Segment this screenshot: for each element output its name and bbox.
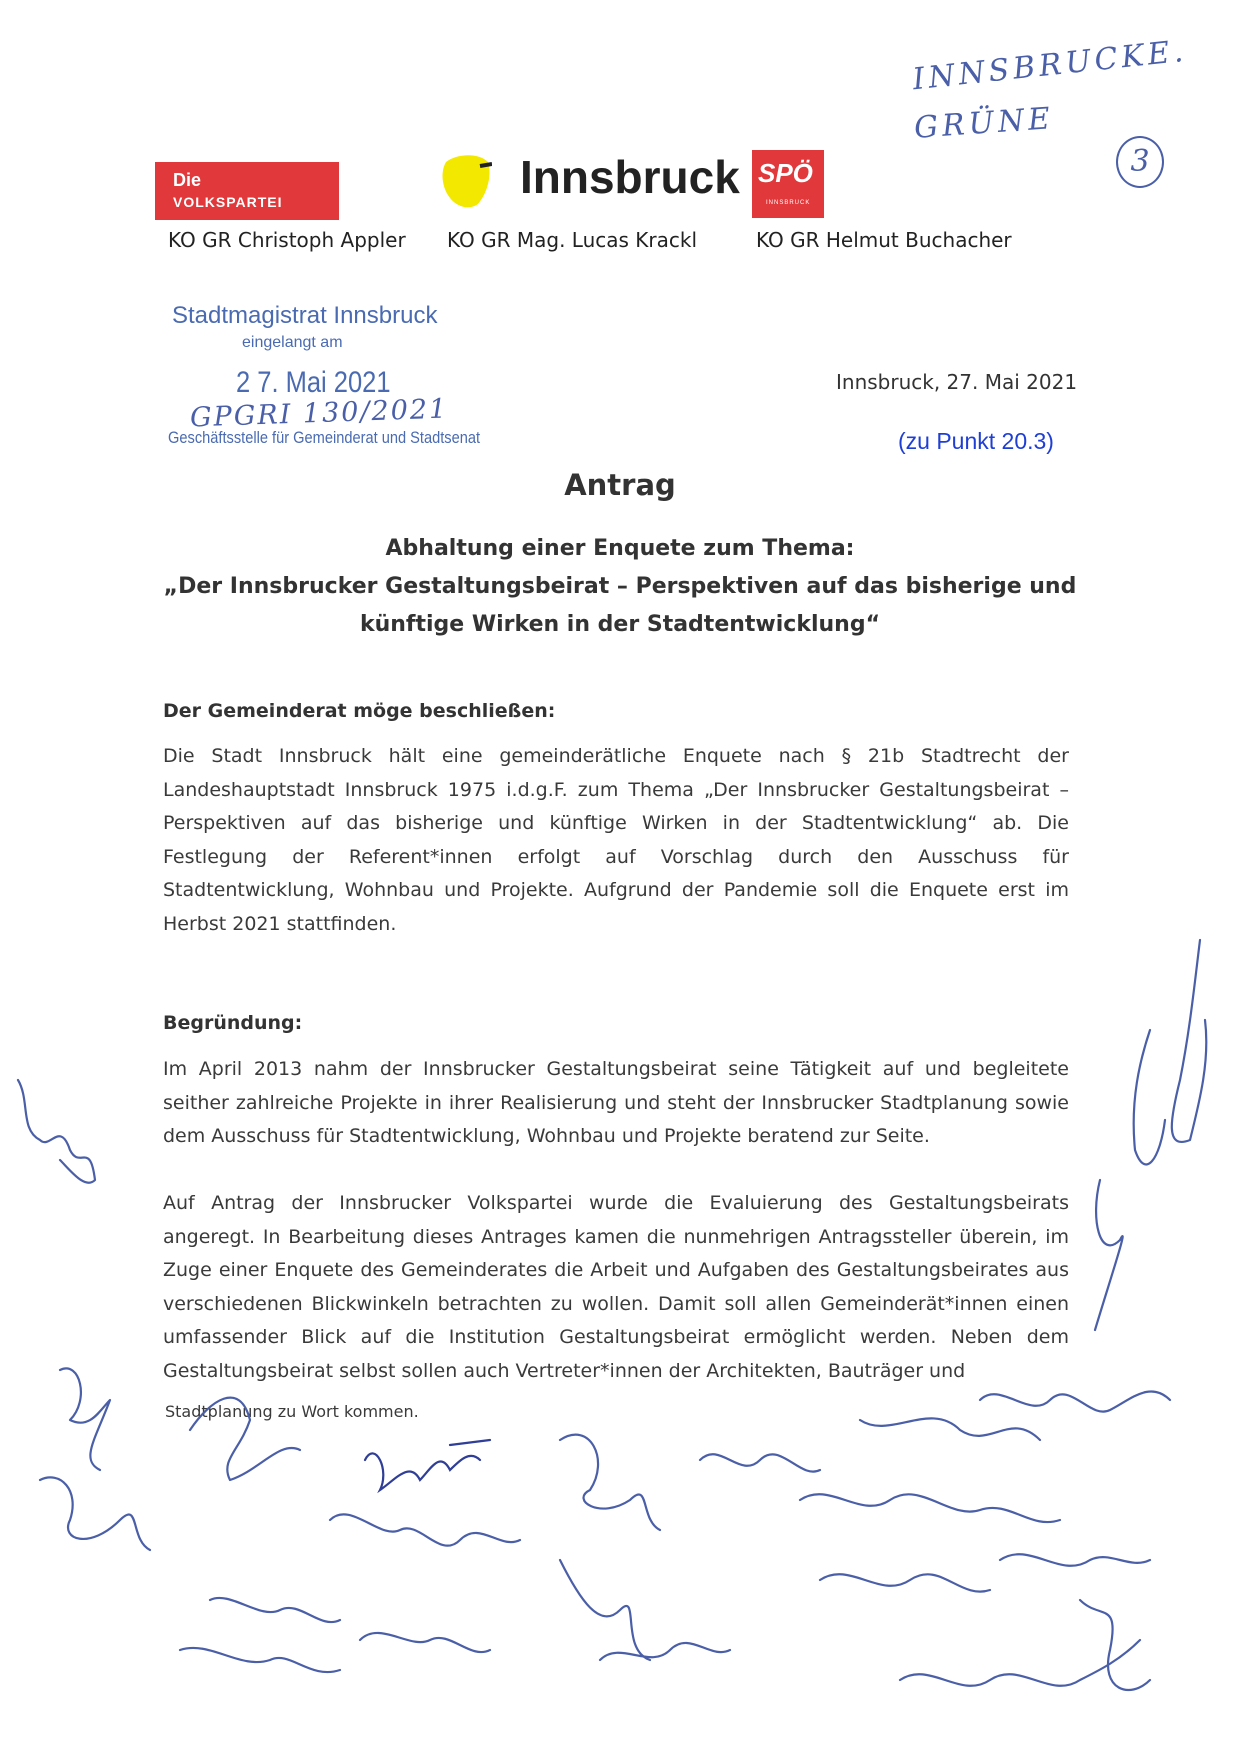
signature-right-2	[800, 1494, 1060, 1522]
annotation-circle	[1116, 136, 1164, 188]
signature-right-7	[900, 1640, 1140, 1686]
handwritten-annotation	[900, 33, 1200, 188]
stamp-department: Geschäftsstelle für Gemeinderat und Stadtsenat	[168, 428, 481, 447]
signature-appler	[365, 1440, 490, 1490]
resolution-heading: Der Gemeinderat möge beschließen:	[163, 700, 556, 722]
signature-right-6	[1000, 1554, 1150, 1566]
signature-center-3	[330, 1514, 520, 1545]
justification-paragraph-2: Auf Antrag der Innsbrucker Volkspartei wurde die Evaluierung des Gestaltungsbeirats angeregt. In Bearbeitung dieses Antrages kamen die nunmehrigen Antragssteller überein, im Zuge einer Enquete des Gemeinderates die Arbeit und Aufgaben des Gestaltungsbeirates aus verschiedenen Blickwinkeln betrachten zu wollen. Damit soll allen Gemeinderät*innen einen umfassender Blick auf die Institution Gestaltungsbeirat ermöglicht werden. Neben dem Gestaltungsbeirat selbst sollen auch Vertreter*innen der Architekten, Bauträger und	[163, 1192, 1069, 1382]
signature-left-1	[18, 1080, 95, 1183]
stamp-office: Stadtmagistrat Innsbruck	[172, 302, 438, 329]
volkspartei-logo	[155, 162, 339, 220]
spo-logo	[752, 150, 824, 218]
title-line-3: künftige Wirken in der Stadtentwicklung“	[359, 612, 881, 637]
signature-right-8	[1080, 1600, 1150, 1690]
title-line-2: „Der Innsbrucker Gestaltungsbeirat – Perspektiven auf das bisherige und	[163, 574, 1077, 599]
signature-right-4	[980, 1391, 1170, 1411]
signature-center-7	[600, 1643, 730, 1660]
document-type: Antrag	[564, 468, 676, 502]
signature-right-5	[820, 1574, 990, 1591]
signature-right-vertical-2	[1134, 1030, 1165, 1164]
vp-logo-line1: Die	[173, 170, 202, 190]
spo-logo-sub: INNSBRUCK	[766, 200, 811, 206]
signature-center-2	[210, 1598, 340, 1622]
annotation-line-1: INNSBRUCKE.	[910, 33, 1189, 98]
signature-right-3	[860, 1418, 1040, 1440]
stamp-handwritten-ref: GPGRI 130/2021	[189, 393, 449, 434]
signature-right-vertical-1	[1172, 940, 1207, 1142]
annotation-line-2: GRÜNE	[912, 101, 1056, 146]
signature-right-1	[700, 1454, 820, 1471]
signature-center-6	[560, 1435, 660, 1530]
signature-center-8	[560, 1560, 650, 1660]
document-title	[100, 530, 1140, 644]
stamp-date: 2 7. Mai 2021	[236, 366, 391, 399]
signer-buchacher: KO GR Helmut Buchacher	[756, 228, 1012, 252]
signer-krackl: KO GR Mag. Lucas Krackl	[447, 228, 698, 252]
signature-right-vertical-3	[1095, 1180, 1123, 1330]
justification-paragraph-1: Im April 2013 nahm der Innsbrucker Gestaltungsbeirat seine Tätigkeit auf und begleitete seither zahlreiche Projekte in ihrer Realisierung und steht der Innsbrucker Stadtplanung sowie dem Ausschuss für Stadtentwicklung, Wohnbau und Projekte beratend zur Seite.	[163, 1058, 1069, 1147]
justification-paragraph-2-end: Stadtplanung zu Wort kommen.	[165, 1402, 419, 1421]
justification-heading: Begründung:	[163, 1012, 303, 1034]
title-line-1: Abhaltung einer Enquete zum Thema:	[385, 536, 855, 561]
resolution-text: Die Stadt Innsbruck hält eine gemeinderätliche Enquete nach § 21b Stadtrecht der Landeshauptstadt Innsbruck 1975 i.d.g.F. zum Thema „Der Innsbrucker Gestaltungsbeirat – Perspektiven auf das bisherige und künftige Wirken in der Stadtentwicklung“ ab. Die Festlegung der Referent*innen erfolgt auf Vorschlag durch den Ausschuss für Stadtentwicklung, Wohnbau und Projekte. Aufgrund der Pandemie soll die Enquete erst im Herbst 2021 stattfinden.	[163, 745, 1069, 935]
spo-logo-text: SPÖ	[758, 158, 813, 188]
signature-left-2	[60, 1368, 110, 1470]
agenda-reference: (zu Punkt 20.3)	[898, 428, 1054, 454]
vp-logo-line2: VOLKSPARTEI	[173, 194, 283, 210]
gruene-sunflower-icon	[440, 152, 492, 210]
signature-center-5	[360, 1633, 490, 1652]
stamp-received-label: eingelangt am	[242, 334, 343, 351]
signature-center-4	[180, 1648, 340, 1672]
signer-appler: KO GR Christoph Appler	[168, 228, 406, 252]
signature-left-3	[40, 1477, 150, 1550]
annotation-number: 3	[1130, 144, 1150, 179]
place-date: Innsbruck, 27. Mai 2021	[836, 370, 1078, 394]
gruene-logo-text: Innsbruck	[520, 151, 740, 203]
